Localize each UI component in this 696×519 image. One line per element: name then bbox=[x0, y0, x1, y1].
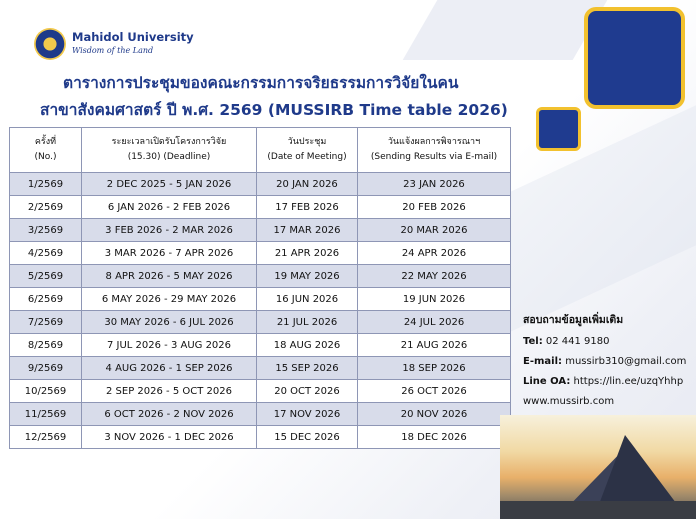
cell-meeting: 19 MAY 2026 bbox=[257, 265, 358, 288]
logo-name: Mahidol University bbox=[72, 30, 194, 44]
cell-deadline: 30 MAY 2026 - 6 JUL 2026 bbox=[82, 311, 257, 334]
ground bbox=[500, 501, 696, 519]
line-label: Line OA: bbox=[523, 376, 571, 387]
title-line-2: สาขาสังคมศาสตร์ ปี พ.ศ. 2569 (MUSSIRB Time table 2026) bbox=[40, 101, 508, 119]
cell-deadline: 3 NOV 2026 - 1 DEC 2026 bbox=[82, 426, 257, 449]
table-row bbox=[10, 173, 511, 196]
cell-deadline: 6 MAY 2026 - 29 MAY 2026 bbox=[82, 288, 257, 311]
cell-results: 20 FEB 2026 bbox=[358, 196, 511, 219]
cell-no: 9/2569 bbox=[10, 357, 82, 380]
cell-deadline: 3 FEB 2026 - 2 MAR 2026 bbox=[82, 219, 257, 242]
cell-meeting: 21 JUL 2026 bbox=[257, 311, 358, 334]
cell-no: 11/2569 bbox=[10, 403, 82, 426]
cell-results: 20 MAR 2026 bbox=[358, 219, 511, 242]
cell-results: 24 JUL 2026 bbox=[358, 311, 511, 334]
cell-no: 4/2569 bbox=[10, 242, 82, 265]
cell-no: 10/2569 bbox=[10, 380, 82, 403]
decorative-square-small bbox=[536, 107, 581, 151]
university-logo bbox=[34, 26, 194, 66]
title-line-1: ตารางการประชุมของคณะกรรมการจริยธรรมการวิจัยในคน bbox=[63, 74, 459, 92]
building-photo bbox=[500, 415, 696, 519]
cell-meeting: 17 FEB 2026 bbox=[257, 196, 358, 219]
table-row bbox=[10, 288, 511, 311]
cell-meeting: 20 JAN 2026 bbox=[257, 173, 358, 196]
contact-heading: สอบถามข้อมูลเพิ่มเติม bbox=[523, 314, 624, 326]
table-row bbox=[10, 357, 511, 380]
table-row bbox=[10, 426, 511, 449]
line-link[interactable]: https://lin.ee/uzqYhhp bbox=[573, 376, 684, 387]
cell-meeting: 18 AUG 2026 bbox=[257, 334, 358, 357]
cell-no: 1/2569 bbox=[10, 173, 82, 196]
background-facet bbox=[403, 0, 608, 60]
cell-results: 24 APR 2026 bbox=[358, 242, 511, 265]
cell-results: 21 AUG 2026 bbox=[358, 334, 511, 357]
cell-no: 12/2569 bbox=[10, 426, 82, 449]
cell-deadline: 8 APR 2026 - 5 MAY 2026 bbox=[82, 265, 257, 288]
logo-motto: Wisdom of the Land bbox=[72, 46, 154, 55]
cell-no: 7/2569 bbox=[10, 311, 82, 334]
cell-meeting: 20 OCT 2026 bbox=[257, 380, 358, 403]
cell-results: 18 DEC 2026 bbox=[358, 426, 511, 449]
contact-tel bbox=[523, 332, 695, 352]
cell-results: 19 JUN 2026 bbox=[358, 288, 511, 311]
cell-no: 6/2569 bbox=[10, 288, 82, 311]
website-link[interactable]: www.mussirb.com bbox=[523, 396, 615, 407]
email-link[interactable]: mussirb310@gmail.com bbox=[565, 356, 687, 367]
timetable bbox=[9, 127, 511, 449]
decorative-square-large bbox=[584, 7, 685, 109]
tel-value: 02 441 9180 bbox=[545, 336, 610, 347]
table-header-row bbox=[10, 128, 511, 173]
contact-info bbox=[523, 310, 695, 412]
university-seal-icon bbox=[34, 28, 66, 60]
table-row bbox=[10, 265, 511, 288]
table-row bbox=[10, 219, 511, 242]
cell-deadline: 4 AUG 2026 - 1 SEP 2026 bbox=[82, 357, 257, 380]
cell-deadline: 2 DEC 2025 - 5 JAN 2026 bbox=[82, 173, 257, 196]
cell-no: 2/2569 bbox=[10, 196, 82, 219]
cell-deadline: 2 SEP 2026 - 5 OCT 2026 bbox=[82, 380, 257, 403]
table-row bbox=[10, 334, 511, 357]
cell-meeting: 21 APR 2026 bbox=[257, 242, 358, 265]
cell-results: 20 NOV 2026 bbox=[358, 403, 511, 426]
cell-no: 8/2569 bbox=[10, 334, 82, 357]
cell-meeting: 15 SEP 2026 bbox=[257, 357, 358, 380]
cell-results: 23 JAN 2026 bbox=[358, 173, 511, 196]
table-row bbox=[10, 242, 511, 265]
header-results-date: วันแจ้งผลการพิจารณาฯ (Sending Results via E-mail) bbox=[358, 128, 511, 173]
cell-deadline: 6 JAN 2026 - 2 FEB 2026 bbox=[82, 196, 257, 219]
cell-meeting: 15 DEC 2026 bbox=[257, 426, 358, 449]
contact-line bbox=[523, 372, 695, 392]
cell-results: 22 MAY 2026 bbox=[358, 265, 511, 288]
cell-meeting: 16 JUN 2026 bbox=[257, 288, 358, 311]
table-row bbox=[10, 403, 511, 426]
contact-email bbox=[523, 352, 695, 372]
header-meeting-date: วันประชุม (Date of Meeting) bbox=[257, 128, 358, 173]
cell-results: 26 OCT 2026 bbox=[358, 380, 511, 403]
table-row bbox=[10, 380, 511, 403]
email-label: E-mail: bbox=[523, 356, 563, 367]
cell-results: 18 SEP 2026 bbox=[358, 357, 511, 380]
table-row bbox=[10, 196, 511, 219]
table-body bbox=[10, 173, 511, 449]
cell-deadline: 7 JUL 2026 - 3 AUG 2026 bbox=[82, 334, 257, 357]
tel-label: Tel: bbox=[523, 336, 543, 347]
header-no: ครั้งที่ (No.) bbox=[10, 128, 82, 173]
cell-no: 5/2569 bbox=[10, 265, 82, 288]
cell-no: 3/2569 bbox=[10, 219, 82, 242]
table-row bbox=[10, 311, 511, 334]
cell-meeting: 17 MAR 2026 bbox=[257, 219, 358, 242]
cell-meeting: 17 NOV 2026 bbox=[257, 403, 358, 426]
cell-deadline: 3 MAR 2026 - 7 APR 2026 bbox=[82, 242, 257, 265]
header-deadline: ระยะเวลาเปิดรับโครงการวิจัย (15.30) (Deadline) bbox=[82, 128, 257, 173]
cell-deadline: 6 OCT 2026 - 2 NOV 2026 bbox=[82, 403, 257, 426]
